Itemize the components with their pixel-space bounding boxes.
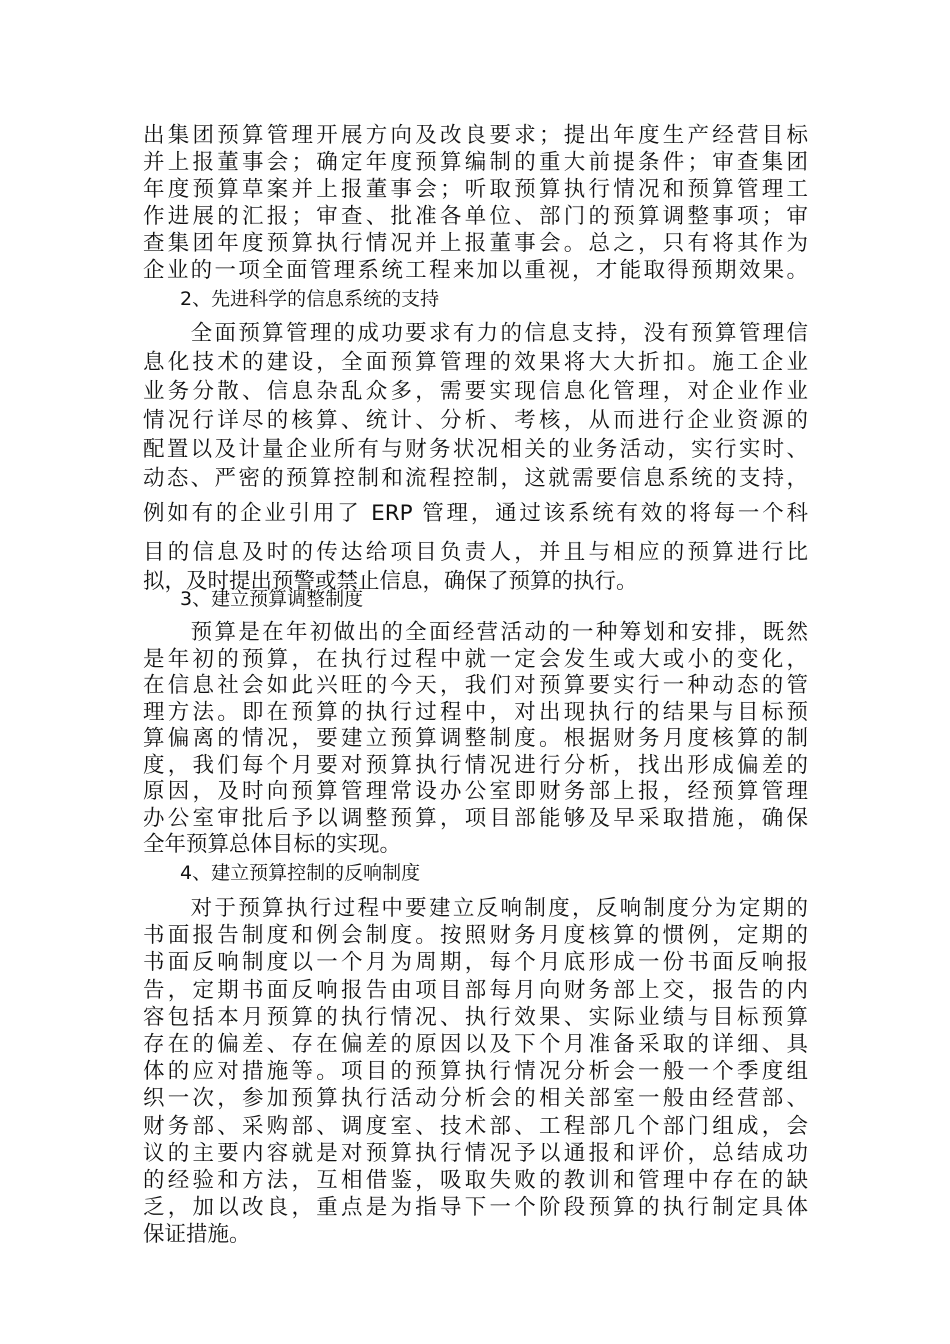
- section-heading-2: 2、先进科学的信息系统的支持: [180, 288, 440, 310]
- text-line: 财务部、采购部、调度室、技术部、工程部几个部门组成，会: [143, 1113, 808, 1139]
- text-line: 存在的偏差、存在偏差的原因以及下个月准备采取的详细、具: [143, 1032, 808, 1058]
- text-line: 拟，及时提出预警或禁止信息，确保了预算的执行。: [143, 569, 638, 594]
- text-line: 查集团年度预算执行情况并上报董事会。总之，只有将其作为: [143, 231, 808, 256]
- text-line: 息化技术的建设，全面预算管理的效果将大大折扣。施工企业: [143, 350, 808, 375]
- text-line: 议的主要内容就是对预算执行情况予以通报和评价，总结成功: [143, 1140, 808, 1166]
- text-line: 出集团预算管理开展方向及改良要求；提出年度生产经营目标: [143, 123, 808, 148]
- text-line: 书面报告制度和例会制度。按照财务月度核算的惯例，定期的: [143, 923, 808, 949]
- text-line: 是年初的预算，在执行过程中就一定会发生或大或小的变化，: [143, 646, 808, 672]
- text-line: 情况行详尽的核算、统计、分析、考核，从而进行企业资源的: [143, 408, 808, 433]
- text-line: 全面预算管理的成功要求有力的信息支持，没有预算管理信: [143, 321, 808, 346]
- paragraph-information-system: [143, 319, 808, 596]
- text-line: 全年预算总体目标的实现。: [143, 832, 402, 857]
- text-line: 业务分散、信息杂乱众多，需要实现信息化管理，对企业作业: [143, 379, 808, 404]
- text-line: 原因，及时向预算管理常设办公室即财务部上报，经预算管理: [143, 779, 808, 804]
- text-line: 度，我们每个月要对预算执行情况进行分析，找出形成偏差的: [143, 752, 808, 778]
- text-line: 容包括本月预算的执行情况、执行效果、实际业绩与目标预算: [143, 1004, 808, 1030]
- text-line: 的经验和方法，互相借鉴，吸取失败的教训和管理中存在的缺: [143, 1168, 808, 1194]
- text-line: 保证措施。: [143, 1222, 251, 1248]
- text-line: 企业的一项全面管理系统工程来加以重视，才能取得预期效果。: [143, 258, 808, 283]
- text-line: 乏，加以改良，重点是为指导下一个阶段预算的执行制定具体: [143, 1195, 808, 1221]
- text-line: 织一次，参加预算执行活动分析会的相关部室一般由经营部、: [143, 1086, 808, 1112]
- text-line: 作进展的汇报；审查、批准各单位、部门的预算调整事项；审: [143, 204, 808, 229]
- text-line: 预算是在年初做出的全面经营活动的一种筹划和安排，既然: [143, 620, 808, 645]
- paragraph-budget-adjustment: [143, 620, 808, 859]
- text-line: 算偏离的情况，要建立预算调整制度。根据财务月度核算的制: [143, 726, 808, 751]
- text-line: 例如有的企业引用了 ERP 管理，通过该系统有效的将每一个科: [143, 501, 808, 526]
- text-line: 告，定期书面反响报告由项目部每月向财务部上交，报告的内: [143, 977, 808, 1003]
- section-heading-4: 4、建立预算控制的反响制度: [180, 862, 421, 884]
- paragraph-governance: [143, 122, 808, 284]
- text-line: 动态、严密的预算控制和流程控制，这就需要信息系统的支持，: [143, 466, 808, 491]
- text-line: 体的应对措施等。项目的预算执行情况分析会一般一个季度组: [143, 1059, 808, 1085]
- text-line: 年度预算草案并上报董事会；听取预算执行情况和预算管理工: [143, 177, 808, 202]
- paragraph-feedback-system: [143, 895, 808, 1249]
- text-line: 对于预算执行过程中要建立反响制度，反响制度分为定期的: [143, 896, 808, 921]
- text-line: 并上报董事会；确定年度预算编制的重大前提条件；审查集团: [143, 150, 808, 175]
- text-line: 理方法。即在预算的执行过程中，对出现执行的结果与目标预: [143, 699, 808, 725]
- text-line: 书面反响制度以一个月为周期，每个月底形成一份书面反响报: [143, 950, 808, 976]
- text-line: 配置以及计量企业所有与财务状况相关的业务活动，实行实时、: [143, 437, 808, 462]
- text-line: 目的信息及时的传达给项目负责人，并且与相应的预算进行比: [143, 540, 808, 565]
- text-line: 在信息社会如此兴旺的今天，我们对预算要实行一种动态的管: [143, 673, 808, 698]
- section-heading-3: 3、建立预算调整制度: [180, 588, 364, 610]
- text-line: 办公室审批后予以调整预算，项目部能够及早采取措施，确保: [143, 805, 808, 831]
